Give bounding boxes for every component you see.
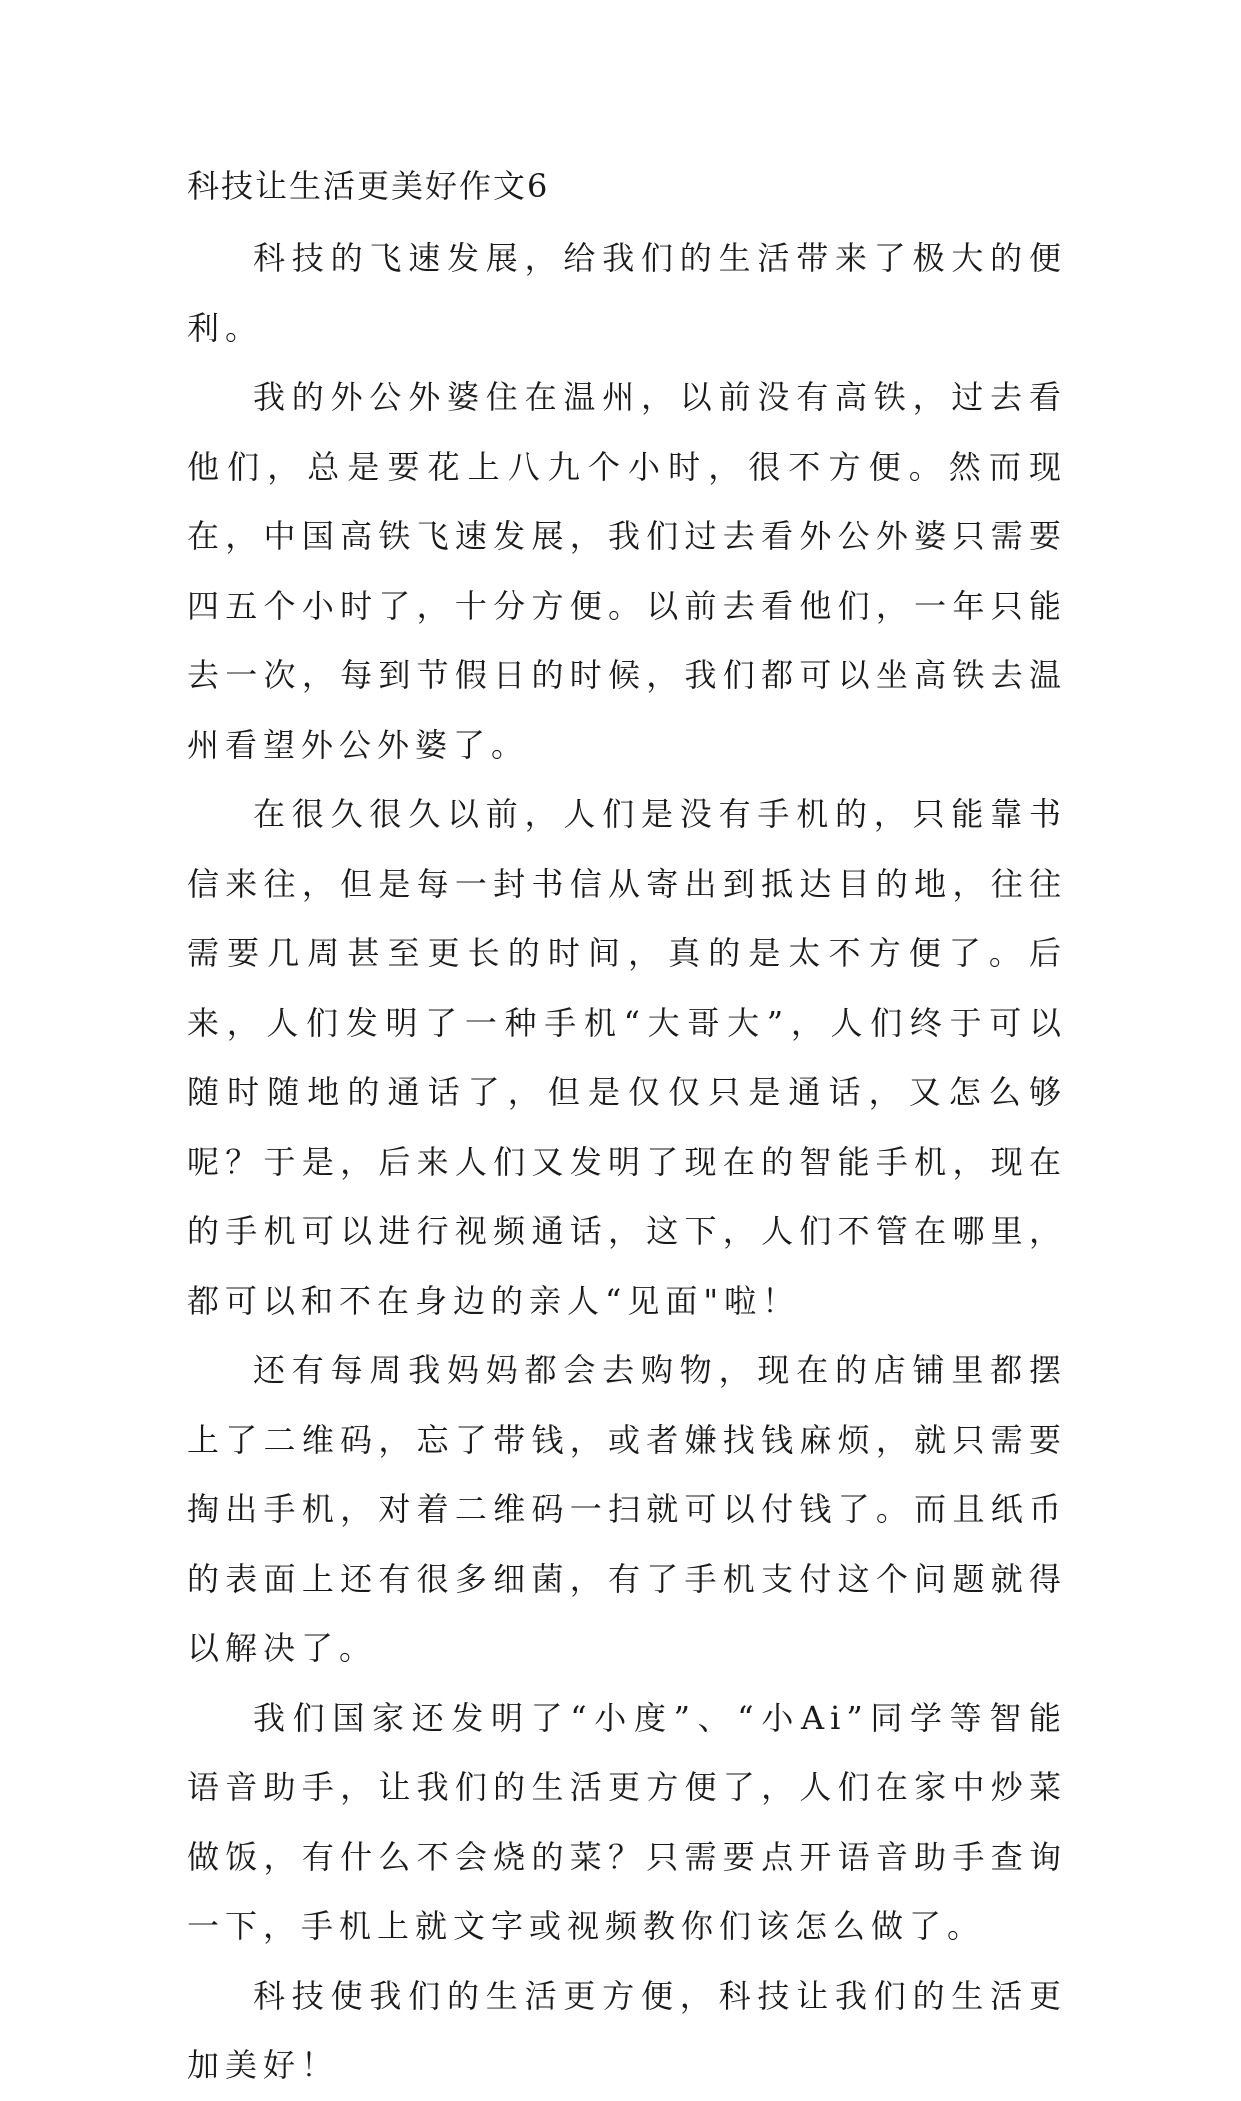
paragraph-conclusion: 科技使我们的生活更方便，科技让我们的生活更加美好！ xyxy=(187,1976,1067,2084)
document-title: 科技让生活更美好作文6 xyxy=(187,167,550,205)
paragraph-high-speed-rail: 我的外公外婆住在温州，以前没有高铁，过去看他们，总是要花上八九个小时，很不方便。然而现在，中国高铁飞速发展，我们过去看外公外婆只需要四五个小时了，十分方便。以前去看他们，一年只能去一次，每到节假日的时候，我们都可以坐高铁去温州看望外公外婆了。 xyxy=(187,378,1067,764)
paragraph-mobile-phone: 在很久很久以前，人们是没有手机的，只能靠书信来往，但是每一封书信从寄出到抵达目的地，往往需要几周甚至更长的时间，真的是太不方便了。后来，人们发明了一种手机“大哥大”，人们终于可以随时随地的通话了，但是仅仅只是通话，又怎么够呢？于是，后来人们又发明了现在的智能手机，现在的手机可以进行视频通话，这下，人们不管在哪里，都可以和不在身边的亲人“见面"啦！ xyxy=(187,795,1067,1320)
paragraph-mobile-payment: 还有每周我妈妈都会去购物，现在的店铺里都摆上了二维码，忘了带钱，或者嫌找钱麻烦，就只需要掏出手机，对着二维码一扫就可以付钱了。而且纸币的表面上还有很多细菌，有了手机支付这个问题就得以解决了。 xyxy=(187,1351,1067,1667)
paragraph-intro: 科技的飞速发展，给我们的生活带来了极大的便利。 xyxy=(187,239,1067,347)
paragraph-voice-assistant: 我们国家还发明了“小度”、“小Ai”同学等智能语音助手，让我们的生活更方便了，人们在家中炒菜做饭，有什么不会烧的菜？只需要点开语音助手查询一下，手机上就文字或视频教你们该怎么做了。 xyxy=(187,1698,1067,1945)
document-body xyxy=(187,148,1067,2101)
